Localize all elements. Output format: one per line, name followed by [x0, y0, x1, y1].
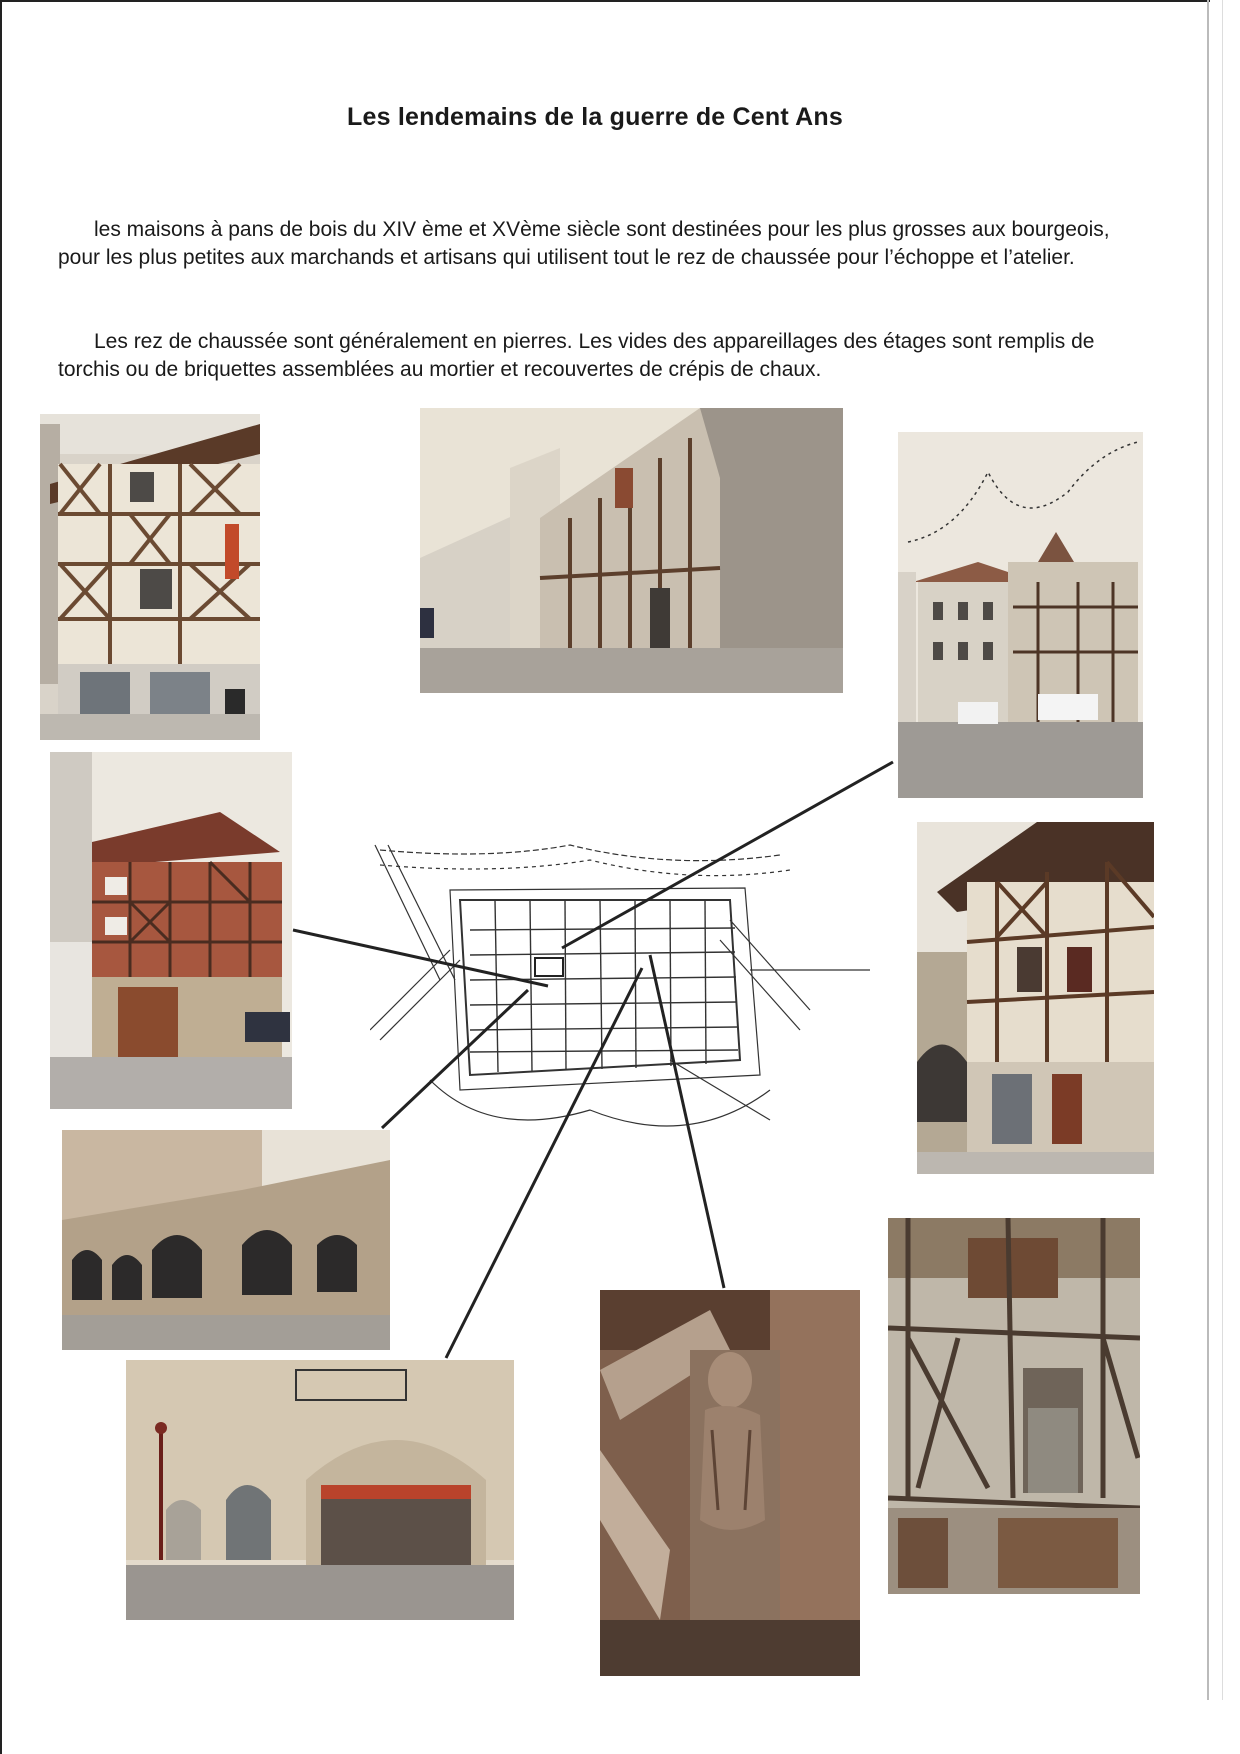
scan-edge-right-faint	[1222, 0, 1223, 1700]
photo-shop-arch	[126, 1360, 514, 1620]
photo-red-corner-house	[50, 752, 292, 1109]
scan-edge-right	[1207, 0, 1209, 1700]
paragraph-2: Les rez de chaussée sont généralement en pierres. Les vides des appareillages des étages sont remplis de torchis ou de briquettes assemblées au mortier et recouvertes de crépis de chaux.	[58, 330, 1095, 381]
page-edge-left	[0, 0, 2, 1754]
photo-stone-arcades	[62, 1130, 390, 1350]
photo-town-square	[898, 432, 1143, 798]
photo-street-half-timbered	[420, 408, 843, 693]
photo-half-timbered-shop	[40, 414, 260, 740]
photo-weathered-facade	[888, 1218, 1140, 1594]
photo-carved-statue	[600, 1290, 860, 1676]
page-edge-top	[0, 0, 1210, 2]
bastide-map	[370, 840, 870, 1160]
photo-half-timbered-house-right	[917, 822, 1154, 1174]
paragraph-1: les maisons à pans de bois du XIV ème et XVème siècle sont destinées pour les plus grosses aux bourgeois, pour les plus petites aux marchands et artisans qui utilisent tout le rez de chaussée pour l’échoppe et l’atelier.	[58, 218, 1110, 269]
page-title: Les lendemains de la guerre de Cent Ans	[347, 102, 843, 131]
